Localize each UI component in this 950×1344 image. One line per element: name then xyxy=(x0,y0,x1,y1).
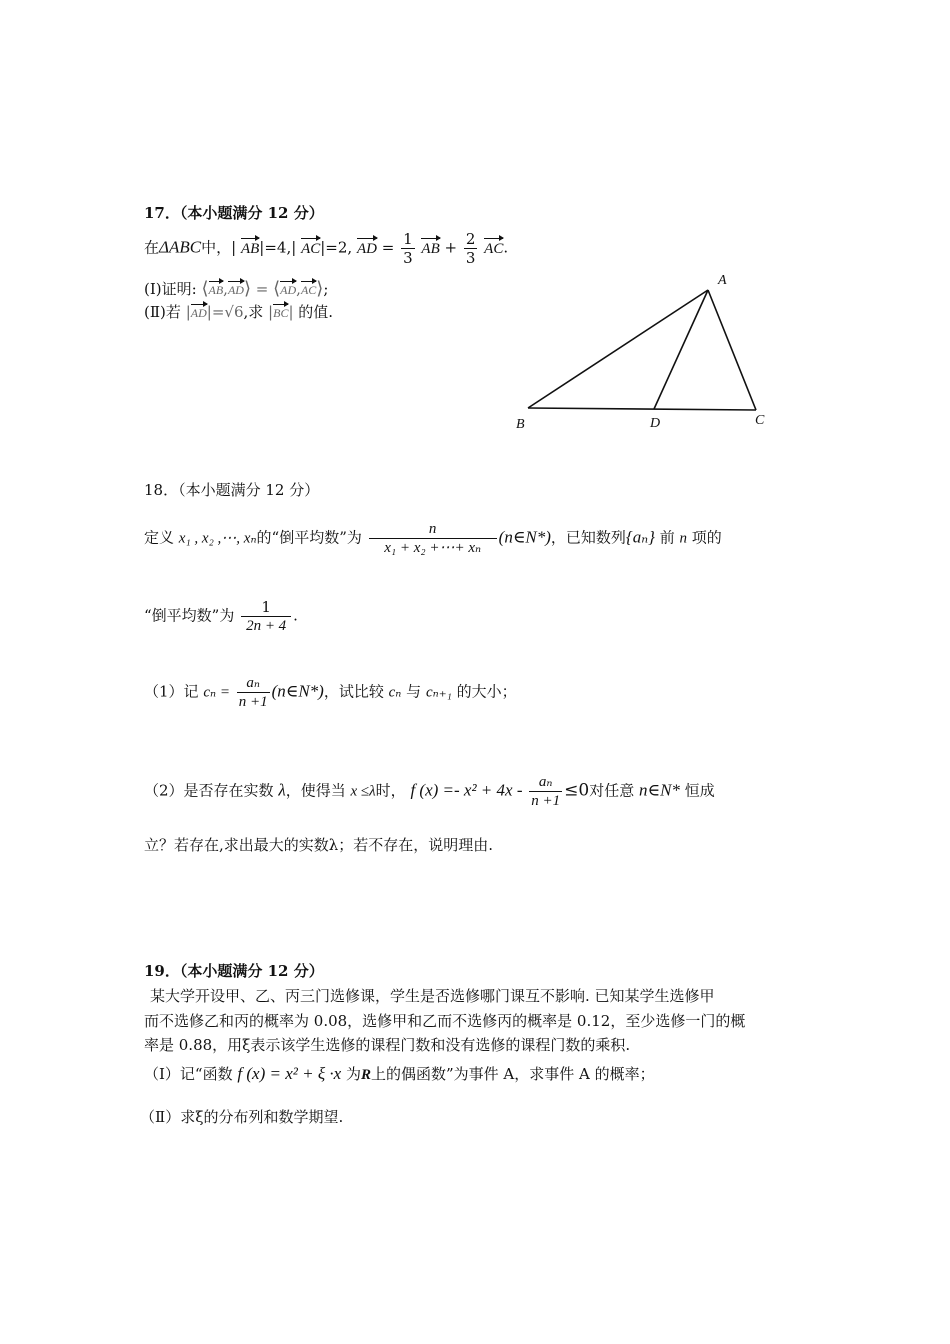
label-c: C xyxy=(755,413,765,428)
q18-p1-frac: $\frac{\text{aₙ}}{n +1}$ xyxy=(238,675,268,710)
q18-p1-tail3: 的大小； xyxy=(456,682,517,701)
q17-vec-ab2: AB xyxy=(421,240,440,257)
q18-p2-fx: f (x) =- x² + 4x - xyxy=(410,780,523,800)
label-a: A xyxy=(718,273,727,288)
q17-p1-ac: AC xyxy=(300,283,317,297)
q18-p1-tail2: 与 xyxy=(406,682,422,701)
q18-seq: {aₙ} xyxy=(625,527,655,547)
q17-p2-bc: BC xyxy=(273,306,289,320)
q17-vec-ad: AD xyxy=(356,240,377,257)
q17-p2-end: 的值. xyxy=(298,303,334,321)
q19-p1-tail: 上的偶函数”为事件 A，求事件 A 的概率； xyxy=(370,1065,655,1083)
q18-p1-cn-short: cₙ xyxy=(388,684,402,701)
q18-line2 xyxy=(144,598,298,635)
q18-line2-prefix: “倒平均数”为 xyxy=(144,606,235,625)
q19-part1 xyxy=(144,1064,655,1084)
q19-line2: 而不选修乙和丙的概率为 0.08，选修甲和乙而不选修丙的概率是 0.12，至少选修一门的概 xyxy=(144,1012,746,1030)
q18-p2-frac: $\frac{\text{aₙ}}{n +1}$ xyxy=(531,774,561,809)
q18-def-cond: (n∈N*) xyxy=(498,527,551,547)
q17-prefix: 在 xyxy=(144,238,160,257)
q18-header: 18．（本小题满分 12 分） xyxy=(144,481,320,499)
q17-part1-label: (Ⅰ)证明: xyxy=(144,280,197,298)
q18-part2 xyxy=(144,773,715,810)
q18-part1 xyxy=(144,674,517,711)
q18-definition xyxy=(144,520,722,557)
q18-p2-ineq: x ≤λ xyxy=(350,783,376,800)
q18-p2-mid1: ，使得当 xyxy=(285,781,346,800)
q18-p2-lambda: λ xyxy=(278,780,286,800)
label-d: D xyxy=(650,416,661,431)
q18-def-mid: 的“倒平均数”为 xyxy=(256,528,362,547)
q18-p1-cond: (n∈N*) xyxy=(271,681,324,701)
q17-coef1: $\frac{1}{3}$ xyxy=(403,230,413,267)
q18-def-tail3: 项的 xyxy=(691,528,722,547)
q18-line2-end: . xyxy=(293,606,298,625)
q19-header: 19．（本小题满分 12 分） xyxy=(144,962,324,980)
q17-p1-ad: AD xyxy=(227,283,244,297)
q18-def-tail1: ，已知数列 xyxy=(550,528,626,547)
q17-eq2: =2, xyxy=(325,238,353,257)
q18-p1-prefix: （1）记 xyxy=(144,682,199,701)
q19-p1-mid: 为 xyxy=(345,1065,361,1083)
q18-p2-prefix: （2）是否存在实数 xyxy=(144,781,274,800)
q17-coef2: $\frac{2}{3}$ xyxy=(465,230,476,267)
label-b: B xyxy=(516,417,525,432)
q18-def-prefix: 定义 xyxy=(144,528,175,547)
q19-part2: （Ⅱ）求ξ的分布列和数学期望. xyxy=(140,1108,344,1126)
q17-mid: 中， xyxy=(201,238,232,257)
q17-p1-ad2: AD xyxy=(280,283,297,297)
triangle-figure xyxy=(500,262,790,437)
q18-def-frac: $\frac{n}{\text{x₁ + x₂ +⋯+ xₙ}}$ xyxy=(369,520,497,557)
q17-vec-ac2: AC xyxy=(484,240,504,257)
q18-def-vars: x₁ , x₂ ,⋯, xₙ xyxy=(178,530,257,547)
q18-p2-mid2: 时， xyxy=(375,781,406,800)
q18-p1-tail1: ，试比较 xyxy=(323,682,384,701)
q17-p2-ad: AD xyxy=(190,306,207,320)
q17-p2-mid: ,求 xyxy=(243,303,264,321)
q18-n-var: n xyxy=(679,530,687,547)
q18-p1-cn1: cₙ₊₁ xyxy=(425,684,452,701)
q17-part2-label: (Ⅱ)若 xyxy=(144,303,181,321)
q17-part2: (Ⅱ)若 |AD|=√6,求 |BC| 的值. xyxy=(144,303,334,321)
q19-line1: 某大学开设甲、乙、丙三门选修课，学生是否选修哪门课互不影响. 已知某学生选修甲 xyxy=(150,987,715,1005)
q17-header: 17．（本小题满分 12 分） xyxy=(144,204,324,222)
edge-ac xyxy=(708,290,756,410)
q17-p1-ab: AB xyxy=(208,283,224,297)
q19-p1-R: R xyxy=(360,1067,371,1083)
q19-p1-prefix: （Ⅰ）记“函数 xyxy=(144,1065,233,1083)
q17-vec-ac: AC xyxy=(301,240,321,257)
q18-line2-frac: $\frac{1}{2n + 4}$ xyxy=(241,598,291,635)
q17-vec-ab: AB xyxy=(240,240,260,257)
q18-p2-tail: 恒成 xyxy=(684,781,715,800)
q19-p1-func: f (x) = x² + ξ ·x xyxy=(237,1064,342,1083)
edge-bc xyxy=(528,408,756,410)
q18-p2-le0: ≤0 xyxy=(564,780,590,801)
q17-part1: (Ⅰ)证明: ⟨AB,AD⟩ = ⟨AD,AC⟩; xyxy=(144,278,329,299)
q18-p1-cn: cₙ = xyxy=(203,684,230,701)
q17-line1: 在ΔABC中，| AB|=4,| AC|=2, AD = $\frac{1}{3}$ AB + $\frac{2}{3}$ AC. xyxy=(144,230,509,267)
q17-eq1: =4, xyxy=(264,238,292,257)
q19-line3: 率是 0.88，用ξ表示该学生选修的课程门数和没有选修的课程门数的乘积. xyxy=(144,1036,631,1054)
q17-triangle: ΔABC xyxy=(159,237,202,257)
q18-def-tail2: 前 xyxy=(659,528,675,547)
q18-part2-line2: 立？若存在,求出最大的实数λ；若不存在，说明理由. xyxy=(144,836,494,854)
q17-p2-value: =√6 xyxy=(211,303,244,321)
q18-p2-mid3: 对任意 xyxy=(589,781,635,800)
q18-p2-nN: n∈N* xyxy=(639,780,680,800)
